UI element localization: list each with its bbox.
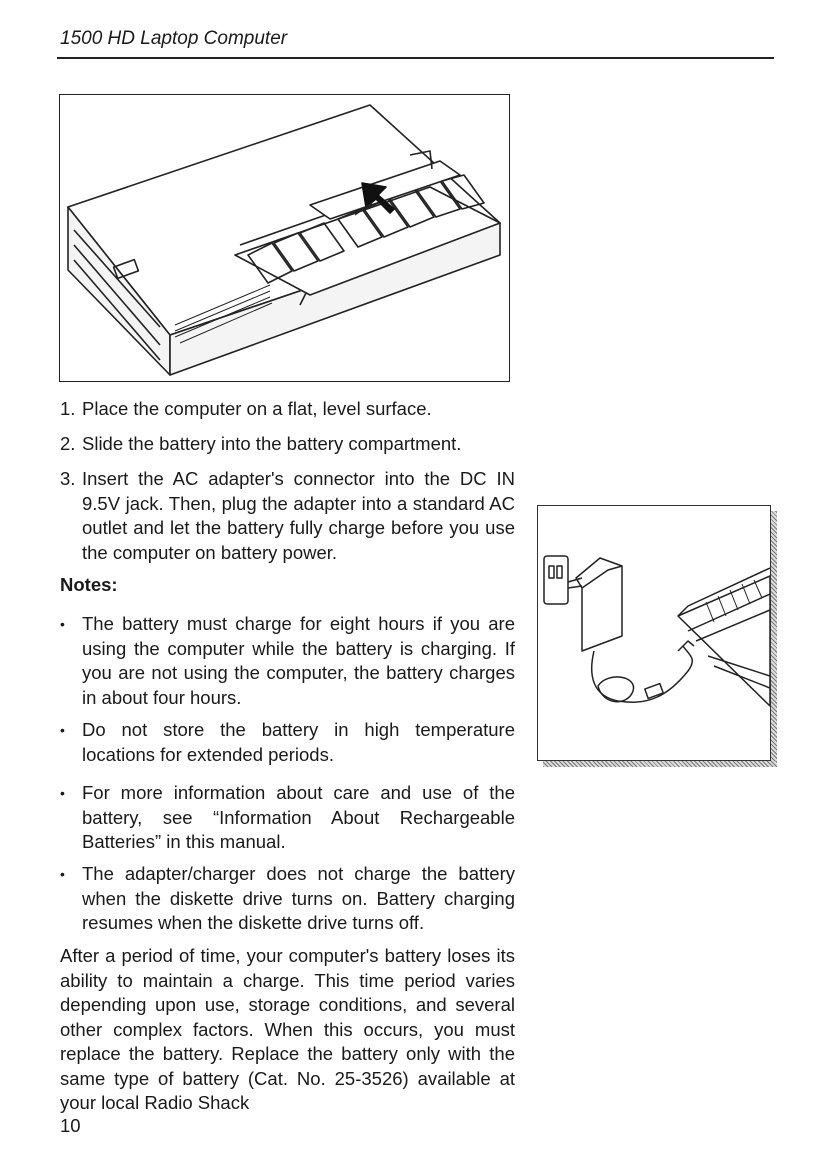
note-item: [60, 612, 515, 710]
battery-install-figure: [59, 94, 510, 382]
laptop-battery-insert-illustration: [60, 95, 510, 382]
step-2: [60, 432, 515, 457]
page-number: 10: [60, 1115, 81, 1136]
bullet-icon: •: [60, 722, 65, 738]
note-text: The adapter/charger does not charge the battery when the diskette drive turns on. Battery charging resumes when the diskette drive turns off.: [82, 863, 515, 933]
bullet-icon: •: [60, 866, 65, 882]
body-paragraph: After a period of time, your computer's battery loses its ability to maintain a charge. This time period varies depending upon use, storage conditions, and several other complex factors. When this occurs, you must replace the battery. Replace the battery only with the same type of battery (Cat. No. 25-3526) available at your local Radio Shack: [60, 945, 515, 1113]
note-text: For more information about care and use of the battery, see “Information About Rechargeable Batteries” in this manual.: [82, 782, 515, 852]
notes-heading: Notes:: [60, 574, 118, 595]
ac-adapter-outlet-illustration: [538, 506, 771, 761]
step-text: Insert the AC adapter's connector into the DC IN 9.5V jack. Then, plug the adapter into a standard AC outlet and let the battery fully charge before you use the computer on battery power.: [82, 468, 515, 563]
step-text: Slide the battery into the battery compartment.: [82, 433, 462, 454]
bullet-icon: •: [60, 785, 65, 801]
ac-adapter-figure: [537, 505, 771, 761]
bullet-icon: •: [60, 616, 65, 632]
header-rule: [57, 57, 774, 59]
figure-shadow: [543, 761, 777, 767]
step-1: [60, 397, 515, 422]
note-text: Do not store the battery in high temperature locations for extended periods.: [82, 719, 515, 765]
note-item: [60, 781, 515, 855]
note-item: [60, 862, 515, 936]
step-number: 3.: [60, 468, 76, 489]
step-number: 2.: [60, 433, 76, 454]
step-3: [60, 467, 515, 565]
step-number: 1.: [60, 398, 76, 419]
running-header: 1500 HD Laptop Computer: [60, 28, 288, 49]
figure-shadow: [771, 511, 777, 766]
note-item: [60, 718, 515, 767]
note-text: The battery must charge for eight hours if you are using the computer while the battery is charging. If you are not using the computer, the battery charges in about four hours.: [82, 613, 515, 708]
step-text: Place the computer on a flat, level surface.: [82, 398, 432, 419]
